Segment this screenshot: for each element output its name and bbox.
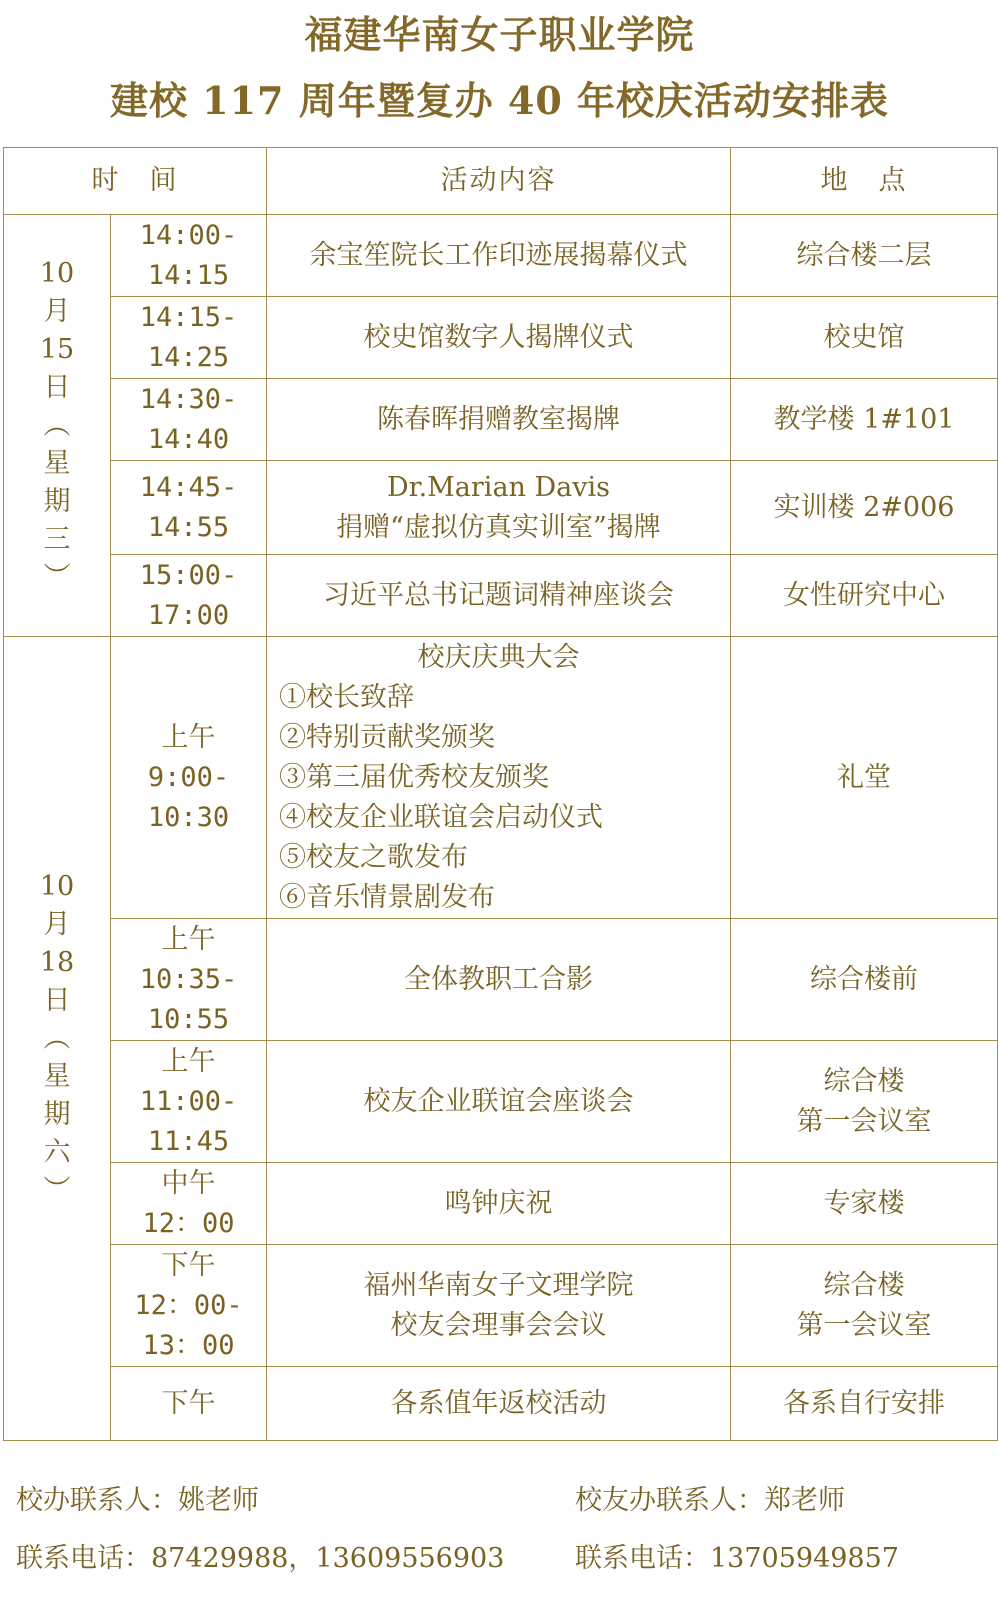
content-cell (267, 379, 731, 461)
date-char: 三 (43, 523, 71, 555)
content-line: 陈春晖捐赠教室揭牌 (377, 403, 620, 435)
alumni-contact: 校友办联系人：郑老师 (575, 1485, 845, 1516)
time-line: 14:15- (139, 301, 238, 333)
date-char: 15 (39, 333, 75, 365)
time-cell (111, 1163, 267, 1245)
ceremony-item: ④校友企业联谊会启动仪式 (279, 801, 603, 833)
date-char: 日 (43, 371, 71, 403)
location-cell (731, 555, 998, 637)
time-cell (111, 1041, 267, 1163)
location-line: 综合楼二层 (796, 239, 932, 271)
schedule-row (4, 1245, 998, 1367)
time-cell (111, 555, 267, 637)
location-line: 专家楼 (823, 1187, 905, 1219)
content-line: 各系值年返校活动 (390, 1387, 607, 1419)
schedule-row (4, 919, 998, 1041)
content-cell (267, 1163, 731, 1245)
content-line: 捐赠“虚拟仿真实训室”揭牌 (336, 511, 661, 543)
date-cell (4, 215, 111, 637)
date-char: ︵ (43, 1022, 71, 1054)
date-char: ︵ (43, 409, 71, 441)
content-cell (267, 461, 731, 555)
time-line: 10:30 (147, 801, 230, 833)
schedule-row (4, 1041, 998, 1163)
date-char: 期 (43, 485, 71, 517)
location-cell (731, 297, 998, 379)
ceremony-item: ⑤校友之歌发布 (279, 841, 468, 873)
date-char: ︶ (43, 561, 71, 593)
content-line: 福州华南女子文理学院 (363, 1269, 634, 1301)
date-char: 月 (43, 295, 71, 327)
location-line: 综合楼 (823, 1065, 905, 1097)
location-cell (731, 1245, 998, 1367)
date-char: 期 (43, 1098, 71, 1130)
schedule-row (4, 461, 998, 555)
location-line: 礼堂 (837, 761, 891, 793)
location-cell (731, 379, 998, 461)
header-content: 活动内容 (267, 148, 731, 215)
ceremony-heading: 校庆庆典大会 (417, 641, 580, 673)
schedule-row (4, 215, 998, 297)
page-subtitle: 建校 117 周年暨复办 40 年校庆活动安排表 (109, 78, 890, 123)
content-line: Dr.Marian Davis (386, 471, 610, 503)
schedule-row (4, 297, 998, 379)
time-line: 11:45 (147, 1125, 230, 1157)
schedule-row (4, 379, 998, 461)
time-cell (111, 379, 267, 461)
ceremony-item: ①校长致辞 (279, 681, 414, 713)
ceremony-item: ③第三届优秀校友颁奖 (279, 761, 549, 793)
time-line: 13：00 (142, 1329, 235, 1361)
date-char: 月 (43, 908, 71, 940)
content-cell (267, 297, 731, 379)
time-line: 15:00- (139, 559, 238, 591)
location-cell (731, 461, 998, 555)
content-line: 校友会理事会会议 (390, 1309, 607, 1341)
content-line: 校友企业联谊会座谈会 (363, 1085, 634, 1117)
time-line: 上午 (161, 1045, 216, 1077)
location-line: 实训楼 2#006 (773, 491, 955, 523)
time-line: 12：00- (134, 1289, 243, 1321)
time-line: 14:45- (139, 471, 238, 503)
time-line: 14:15 (147, 259, 230, 291)
date-char: ︶ (43, 1174, 71, 1206)
date-char: 日 (43, 984, 71, 1016)
content-cell (267, 637, 731, 919)
location-cell (731, 1041, 998, 1163)
alumni-phone: 联系电话：13705949857 (575, 1543, 899, 1574)
day1-group (4, 215, 998, 637)
location-line: 教学楼 1#101 (773, 403, 955, 435)
schedule-row (4, 1163, 998, 1245)
time-line: 14:25 (147, 341, 230, 373)
time-line: 11:00- (139, 1085, 238, 1117)
time-line: 9:00- (147, 761, 230, 793)
content-cell (267, 1245, 731, 1367)
date-char: 六 (43, 1136, 71, 1168)
day2-group (4, 637, 998, 1441)
time-cell (111, 919, 267, 1041)
ceremony-item: ⑥音乐情景剧发布 (279, 881, 495, 913)
time-cell (111, 1245, 267, 1367)
content-cell (267, 215, 731, 297)
header-time: 时 间 (4, 148, 267, 215)
time-line: 14:40 (147, 423, 230, 455)
date-char: 10 (39, 870, 75, 902)
date-char: 10 (39, 257, 75, 289)
time-line: 下午 (161, 1249, 216, 1281)
date-char: 星 (43, 1060, 71, 1092)
header-location: 地 点 (731, 148, 998, 215)
header-row (4, 148, 998, 215)
time-line: 上午 (161, 923, 216, 955)
time-line: 中午 (161, 1167, 216, 1199)
time-line: 14:00- (139, 219, 238, 251)
location-line: 女性研究中心 (783, 579, 945, 611)
location-cell (731, 637, 998, 919)
office-phone: 联系电话：87429988，13609556903 (16, 1543, 505, 1574)
schedule-row (4, 637, 998, 919)
time-cell (111, 215, 267, 297)
schedule-row (4, 1367, 998, 1441)
ceremony-item: ②特别贡献奖颁奖 (279, 721, 495, 753)
time-cell (111, 1367, 267, 1441)
location-line: 校史馆 (823, 321, 905, 353)
content-line: 余宝笙院长工作印迹展揭幕仪式 (309, 239, 688, 271)
content-cell (267, 555, 731, 637)
time-line: 10:35- (139, 963, 238, 995)
schedule-table (3, 147, 998, 1441)
page-title: 福建华南女子职业学院 (304, 12, 695, 57)
time-line: 14:55 (147, 511, 230, 543)
content-line: 全体教职工合影 (404, 963, 593, 995)
time-cell (111, 461, 267, 555)
location-line: 第一会议室 (796, 1309, 932, 1341)
time-line: 上午 (161, 721, 216, 753)
office-contact: 校办联系人：姚老师 (16, 1485, 259, 1516)
date-char: 星 (43, 447, 71, 479)
location-line: 各系自行安排 (783, 1387, 945, 1419)
location-line: 综合楼 (823, 1269, 905, 1301)
location-cell (731, 1367, 998, 1441)
content-cell (267, 919, 731, 1041)
schedule-row (4, 555, 998, 637)
location-line: 综合楼前 (810, 963, 918, 995)
content-cell (267, 1367, 731, 1441)
content-line: 鸣钟庆祝 (444, 1187, 553, 1219)
location-cell (731, 1163, 998, 1245)
time-line: 10:55 (147, 1003, 230, 1035)
location-line: 第一会议室 (796, 1105, 932, 1137)
time-line: 17:00 (147, 599, 230, 631)
time-line: 14:30- (139, 383, 238, 415)
time-line: 12：00 (142, 1207, 235, 1239)
content-line: 习近平总书记题词精神座谈会 (323, 579, 674, 611)
content-cell (267, 1041, 731, 1163)
time-cell (111, 637, 267, 919)
content-line: 校史馆数字人揭牌仪式 (363, 321, 634, 353)
location-cell (731, 215, 998, 297)
time-cell (111, 297, 267, 379)
date-cell (4, 637, 111, 1441)
location-cell (731, 919, 998, 1041)
date-char: 18 (39, 946, 75, 978)
time-line: 下午 (161, 1387, 216, 1419)
